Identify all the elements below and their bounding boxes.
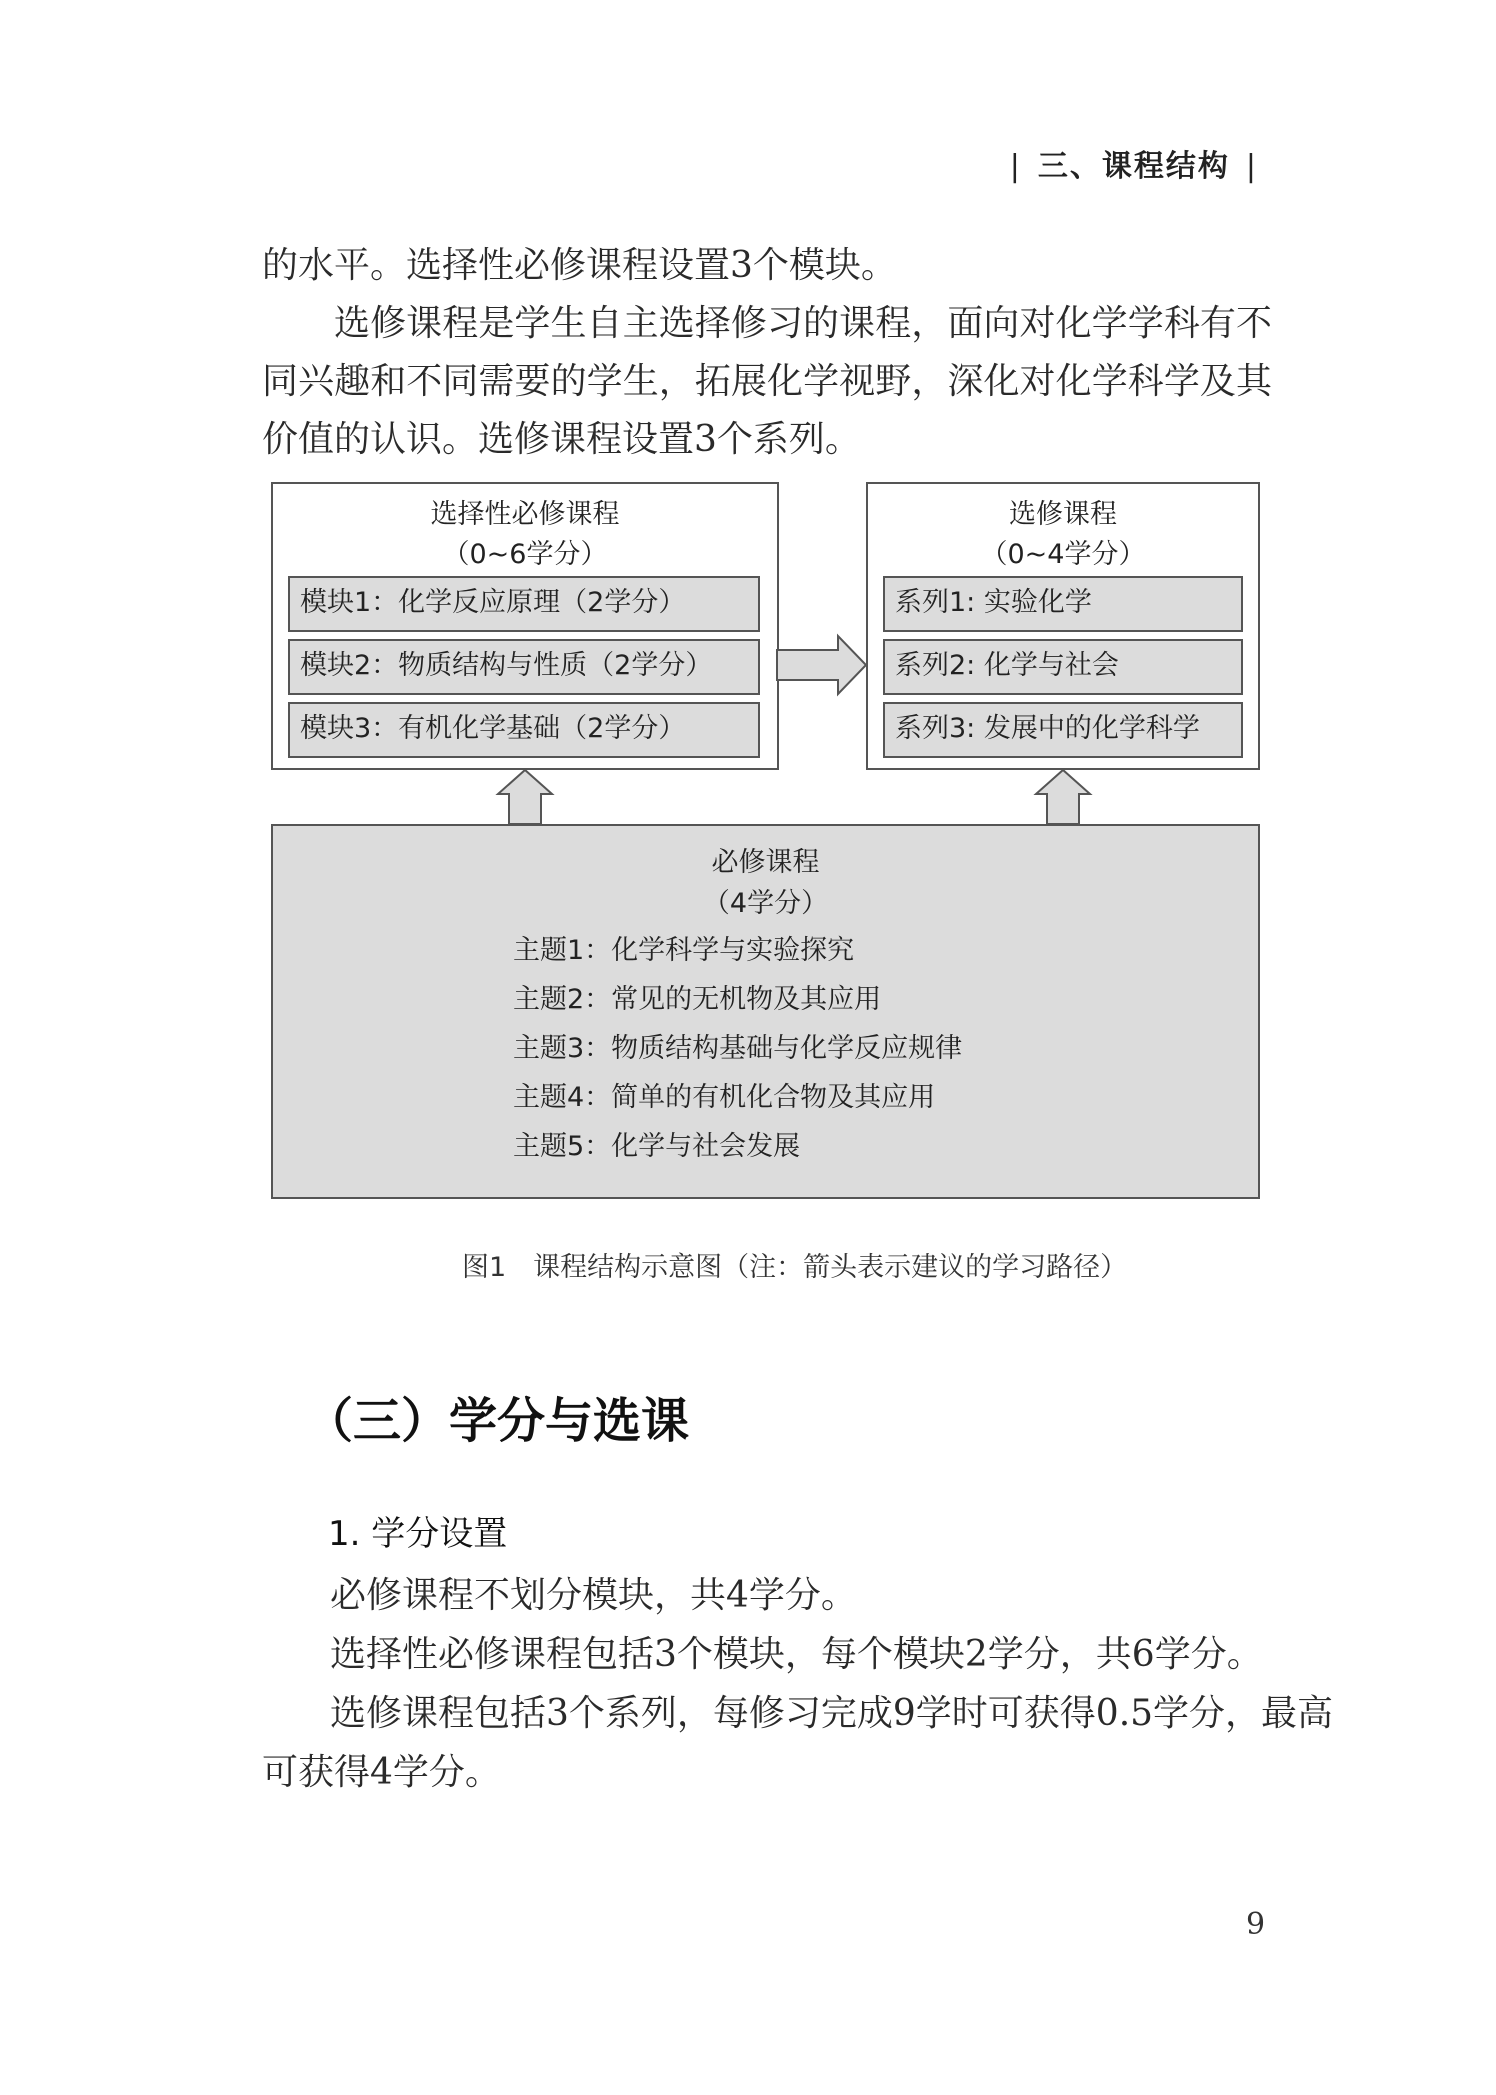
elective-required-credits: （0~6学分） — [442, 539, 608, 570]
module-2: 模块2：物质结构与性质（2学分） — [288, 639, 760, 695]
required-box — [271, 824, 1260, 1199]
intro-paragraph-1: 的水平。选择性必修课程设置3个模块。 — [262, 245, 897, 286]
series-2: 系列2: 化学与社会 — [883, 639, 1243, 695]
arrow-up-right-icon — [1036, 770, 1090, 824]
series-3: 系列3: 发展中的化学科学 — [883, 702, 1243, 758]
elective-title: 选修课程 — [1009, 499, 1117, 530]
intro-paragraph-2: 选修课程是学生自主选择修习的课程，面向对化学学科有不同兴趣和不同需要的学生，拓展化学视野，深化对化学科学及其价值的认识。选修课程设置3个系列。 — [262, 303, 1272, 460]
page-number: 9 — [1246, 1907, 1266, 1942]
diagram-arrows — [0, 0, 1496, 900]
header-divider-right: | — [1245, 149, 1258, 184]
module-1: 模块1：化学反应原理（2学分） — [288, 576, 760, 632]
section-title: （三）学分与选课 — [305, 1393, 690, 1449]
body-line-4: 可获得4学分。 — [262, 1752, 501, 1793]
series-1: 系列1: 实验化学 — [883, 576, 1243, 632]
header-divider-left: | — [1009, 149, 1022, 184]
required-credits: （4学分） — [702, 888, 829, 919]
topic-4: 主题4：简单的有机化合物及其应用 — [513, 1082, 936, 1113]
elective-credits: （0~4学分） — [980, 539, 1146, 570]
required-title: 必修课程 — [711, 847, 820, 878]
body-line-1: 必修课程不划分模块，共4学分。 — [330, 1575, 857, 1616]
topic-3: 主题3：物质结构基础与化学反应规律 — [513, 1033, 963, 1064]
body-line-2: 选择性必修课程包括3个模块，每个模块2学分，共6学分。 — [330, 1634, 1263, 1675]
subsection-title: 1. 学分设置 — [328, 1514, 508, 1554]
body-line-3: 选修课程包括3个系列，每修习完成9学时可获得0.5学分，最高 — [330, 1693, 1334, 1734]
topic-list — [513, 926, 962, 1171]
topic-5: 主题5：化学与社会发展 — [513, 1131, 801, 1162]
arrow-right-icon — [777, 636, 866, 694]
elective-required-title: 选择性必修课程 — [430, 499, 620, 530]
module-3: 模块3：有机化学基础（2学分） — [288, 702, 760, 758]
topic-2: 主题2：常见的无机物及其应用 — [513, 984, 882, 1015]
figure-caption: 图1 课程结构示意图（注：箭头表示建议的学习路径） — [462, 1252, 1128, 1283]
header-section-title: 三、课程结构 — [1037, 149, 1230, 184]
arrow-up-left-icon — [498, 770, 552, 824]
topic-1: 主题1：化学科学与实验探究 — [513, 935, 855, 966]
